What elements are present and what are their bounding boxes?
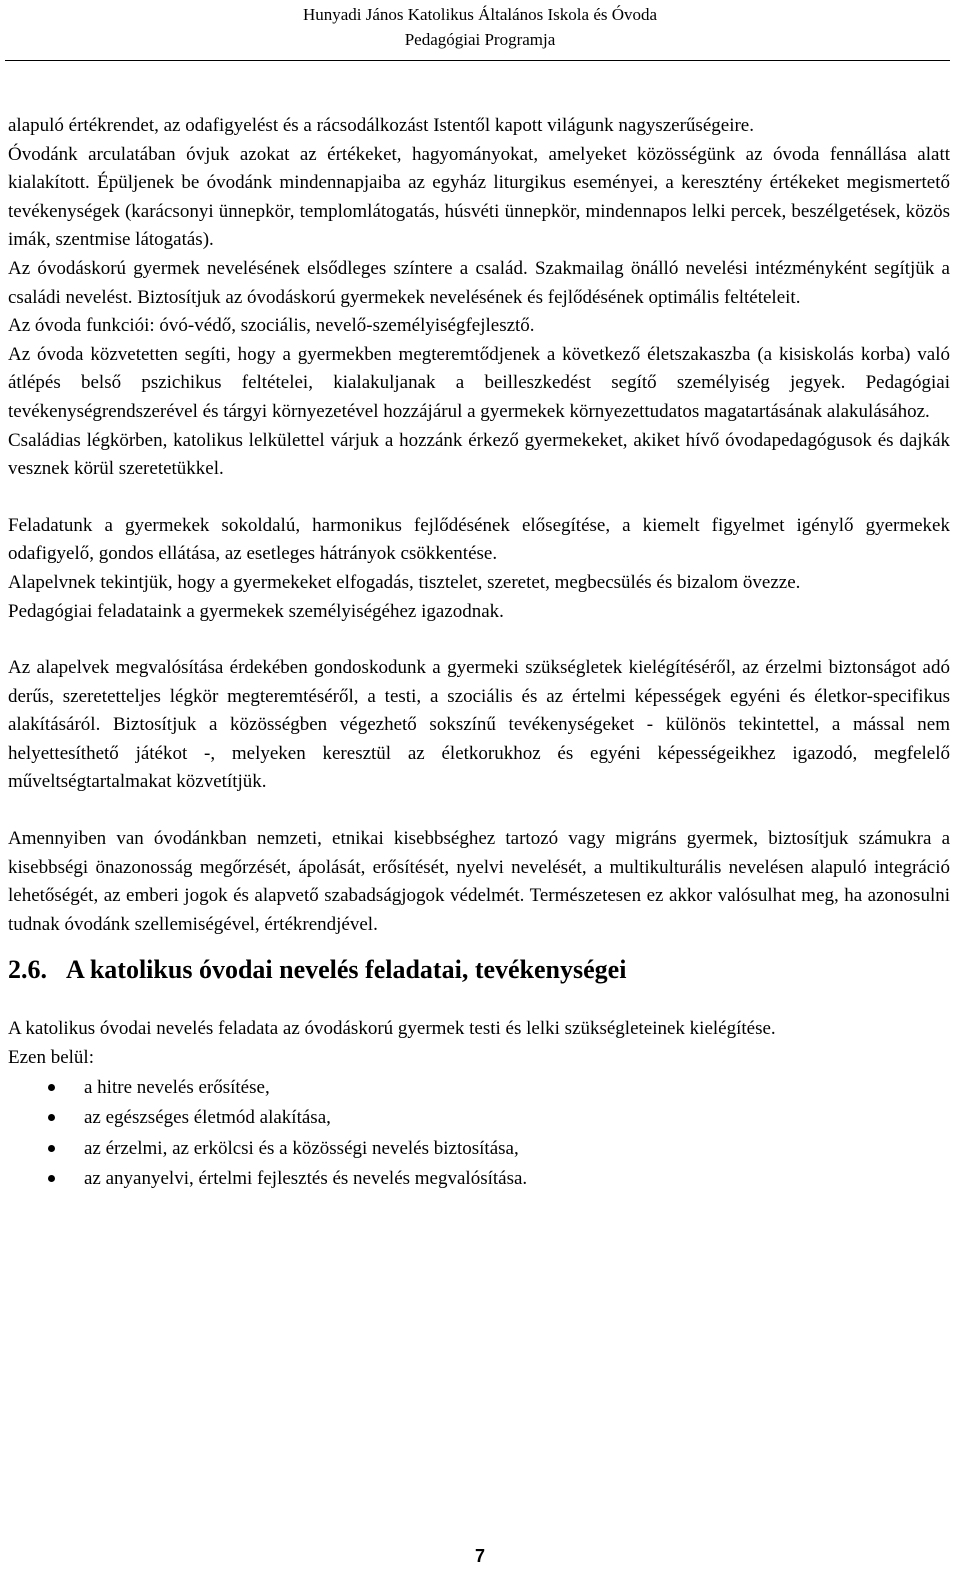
header-divider <box>5 60 950 61</box>
list-item-text: az egészséges életmód alakítása, <box>84 1107 331 1129</box>
list-item-text: a hitre nevelés erősítése, <box>84 1076 270 1098</box>
bullet-icon <box>48 1175 55 1182</box>
list-item <box>8 1164 950 1195</box>
bullet-icon <box>48 1145 55 1152</box>
section-number: 2.6. <box>8 955 47 985</box>
paragraph: Feladatunk a gyermekek sokoldalú, harmonikus fejlődésének elősegítése, a kiemelt figyelmet igénylő gyermekek odafigyelő, gondos ellátása, az esetleges hátrányok csökkentése. <box>8 514 950 565</box>
paragraph: Az óvoda funkciói: óvó-védő, szociális, nevelő-személyiségfejlesztő. <box>8 315 535 337</box>
header-school-name: Hunyadi János Katolikus Általános Iskola és Óvoda <box>302 5 658 24</box>
paragraph: Alapelvnek tekintjük, hogy a gyermekeket elfogadás, tisztelet, szeretet, megbecsülés és bizalom övezze. <box>8 571 801 593</box>
paragraph: Pedagógiai feladataink a gyermekek személyiségéhez igazodnak. <box>8 600 504 622</box>
list-item <box>8 1103 950 1134</box>
paragraph: Az alapelvek megvalósítása érdekében gondoskodunk a gyermeki szükségletek kielégítéséről, az érzelmi biztonságot adó derűs, szeretetteljes légkör megteremtéséről, a testi, a szociális és az értelmi képességek egyéni és életkor-specifikus alakításáról. Biztosítjuk a közösségben végezhető sokszínű tevékenységeket - különös tekintettel, a mással nem helyettesíthető játékot -, melyeken keresztül az életkorukhoz és egyéni képességeikhez igazodó, megfelelő műveltségtartalmakat közvetítjük. <box>8 657 950 793</box>
page-number: 7 <box>474 1546 485 1566</box>
list-item <box>8 1134 950 1165</box>
paragraph: Családias légkörben, katolikus lelkülettel várjuk a hozzánk érkező gyermekeket, akiket hívő óvodapedagógusok és dajkák vesznek körül szeretetükkel. <box>8 429 950 480</box>
section-heading <box>8 953 950 987</box>
list-item-text: az anyanyelvi, értelmi fejlesztés és nevelés megvalósítása. <box>84 1168 528 1190</box>
bullet-icon <box>48 1084 55 1091</box>
section-title: A katolikus óvodai nevelés feladatai, tevékenységei <box>66 955 627 985</box>
paragraph: alapuló értékrendet, az odafigyelést és a rácsodálkozást Istentől kapott világunk nagyszerűségeire. <box>8 115 754 136</box>
header-document-title: Pedagógiai Programja <box>404 30 556 49</box>
paragraph: Ezen belül: <box>8 1047 94 1069</box>
paragraph: Óvodánk arculatában óvjuk azokat az értékeket, hagyományokat, amelyeket közösségünk az óvoda fennállása alatt kialakított. Épüljenek be óvodánk mindennapjaiba az egyház liturgikus eseményei, a keresztény értékeket megismertető tevékenységek (karácsonyi ünnepkör, templomlátogatás, húsvéti ünnepkör, mindennapos lelki percek, beszélgetések, közös imák, szentmise látogatás). <box>8 143 950 251</box>
list-item-text: az érzelmi, az erkölcsi és a közösségi nevelés biztosítása, <box>84 1137 519 1159</box>
paragraph: Az óvodáskorú gyermek nevelésének elsődleges színtere a család. Szakmailag önálló nevelési intézményként segítjük a családi nevelést. Biztosítjuk az óvodáskorú gyermekek nevelésének és fejlődésének optimális feltételeit. <box>8 257 950 308</box>
list-item <box>8 1073 950 1104</box>
paragraph: Amennyiben van óvodánkban nemzeti, etnikai kisebbséghez tartozó vagy migráns gyermek, biztosítjuk számukra a kisebbségi önazonosság megőrzését, ápolását, erősítését, nyelvi nevelését, a multikulturális nevelésen alapuló integráció lehetőségét, az emberi jogok és alapvető szabadságjogok védelmét. Természetesen ez akkor valósulhat meg, ha azonosulni tudnak óvodánk szellemiségével, értékrendjével. <box>8 828 950 935</box>
document-body <box>8 112 950 1195</box>
page-header <box>0 2 960 52</box>
paragraph: Az óvoda közvetetten segíti, hogy a gyermekben megteremtődjenek a következő életszakaszba (a kisiskolás korba) való átlépés belső pszichikus feltételei, kialakuljanak a beilleszkedést segítő személyiség jegyek. Pedagógiai tevékenységrendszerével és tárgyi környezetével hozzájárul a gyermekek környezettudatos magatartásának alakulásához. <box>8 343 950 422</box>
bullet-list <box>8 1073 950 1195</box>
bullet-icon <box>48 1114 55 1121</box>
paragraph: A katolikus óvodai nevelés feladata az óvodáskorú gyermek testi és lelki szükségleteinek kielégítése. <box>8 1018 776 1040</box>
